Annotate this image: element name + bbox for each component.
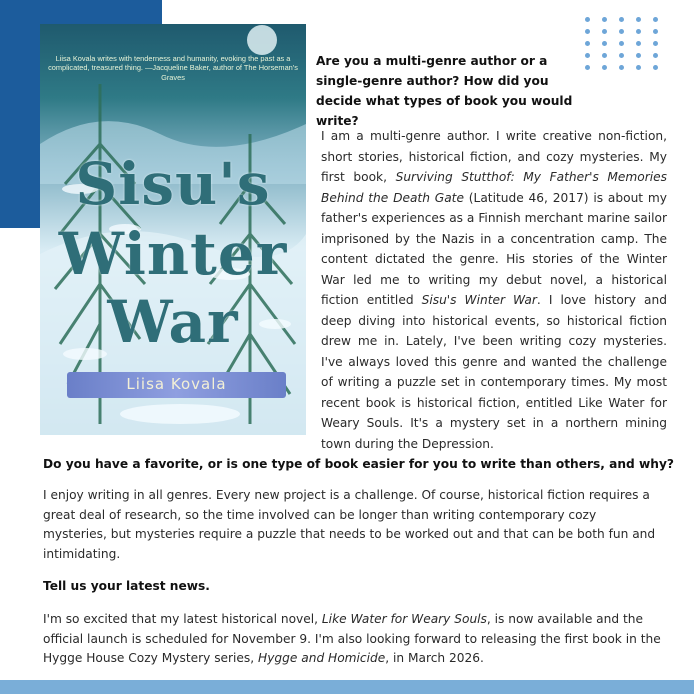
decorative-dot [602, 29, 607, 34]
decorative-dot [602, 65, 607, 70]
cover-author-name: Liisa Kovala [126, 375, 227, 393]
cover-blurb: Liisa Kovala writes with tenderness and humanity, evoking the past as a complicated, treasured thing. —Jacqueline Baker, author of The Horseman's Graves [48, 54, 298, 82]
question-latest-news: Tell us your latest news. [43, 579, 210, 593]
decorative-dot [619, 65, 624, 70]
dot-grid-decoration [585, 17, 665, 73]
decorative-dot [653, 41, 658, 46]
answer-text: I'm so excited that my latest historical novel, [43, 612, 322, 626]
decorative-dot [602, 53, 607, 58]
decorative-dot [619, 17, 624, 22]
book-title-italic: Hygge and Homicide [258, 651, 386, 665]
answer-latest-news [43, 610, 661, 669]
decorative-dot [585, 17, 590, 22]
book-cover-image [40, 24, 306, 435]
cover-title-line: Sisu's [75, 150, 271, 218]
book-title-italic: Like Water for Weary Souls [321, 612, 487, 626]
answer-text: , in March 2026. [385, 651, 484, 665]
question-genre: Are you a multi-genre author or a single-genre author? How did you decide what types of book you would write? [316, 54, 573, 128]
decorative-dot [619, 53, 624, 58]
book-title-italic: Sisu's Winter War [421, 293, 537, 307]
decorative-dot [636, 17, 641, 22]
decorative-dot [636, 53, 641, 58]
cover-title-line: Winter [58, 220, 288, 288]
decorative-dot [636, 65, 641, 70]
answer-genre [321, 126, 667, 454]
decorative-dot [585, 29, 590, 34]
decorative-dot [653, 17, 658, 22]
answer-text: , is now available and the official launch is scheduled for November 9. I'm also looking forward to releasing the first book in the Hygge House Cozy Mystery series, [43, 612, 661, 665]
bottom-color-band [0, 680, 694, 694]
answer-text: . I love history and deep diving into historical events, so historical fiction drew me in. Lately, I've been writing cozy mysteries. I've always loved this genre and wanted the challenge of writing a puzzle set in contemporary times. My most recent book is historical fiction, entitled Like Water for Weary Souls. It's a mystery set in a northern mining town during the Depression. [321, 293, 667, 451]
decorative-dot [602, 41, 607, 46]
decorative-dot [602, 17, 607, 22]
decorative-dot [636, 29, 641, 34]
decorative-dot [636, 41, 641, 46]
answer-text: (Latitude 46, 2017) is about my father's experiences as a Finnish merchant marine sailor imprisoned by the Nazis in a concentration camp. The content dictated the genre. His stories of the Winter War led me to writing my debut novel, a historical fiction entitled [321, 190, 667, 307]
question-favorite: Do you have a favorite, or is one type of book easier for you to write than others, and why? [43, 457, 674, 471]
cover-title-line: War [107, 288, 239, 356]
decorative-dot [585, 41, 590, 46]
decorative-dot [653, 65, 658, 70]
decorative-dot [619, 41, 624, 46]
decorative-dot [619, 29, 624, 34]
answer-favorite: I enjoy writing in all genres. Every new project is a challenge. Of course, historical fiction requires a great deal of research, so the time involved can be longer than writing contemporary cozy mysteries, but mysteries require a puzzle that needs to be worked out and that can be both fun and intimidating. [43, 488, 656, 561]
answer-text: I am a multi-genre author. I write creative non-fiction, short stories, historical fiction, and cozy mysteries. My first book, [321, 129, 667, 184]
decorative-dot [585, 65, 590, 70]
book-title-italic: Surviving Stutthof: My Father's Memories Behind the Death Gate [321, 170, 667, 205]
decorative-dot [585, 53, 590, 58]
decorative-dot [653, 53, 658, 58]
decorative-dot [653, 29, 658, 34]
